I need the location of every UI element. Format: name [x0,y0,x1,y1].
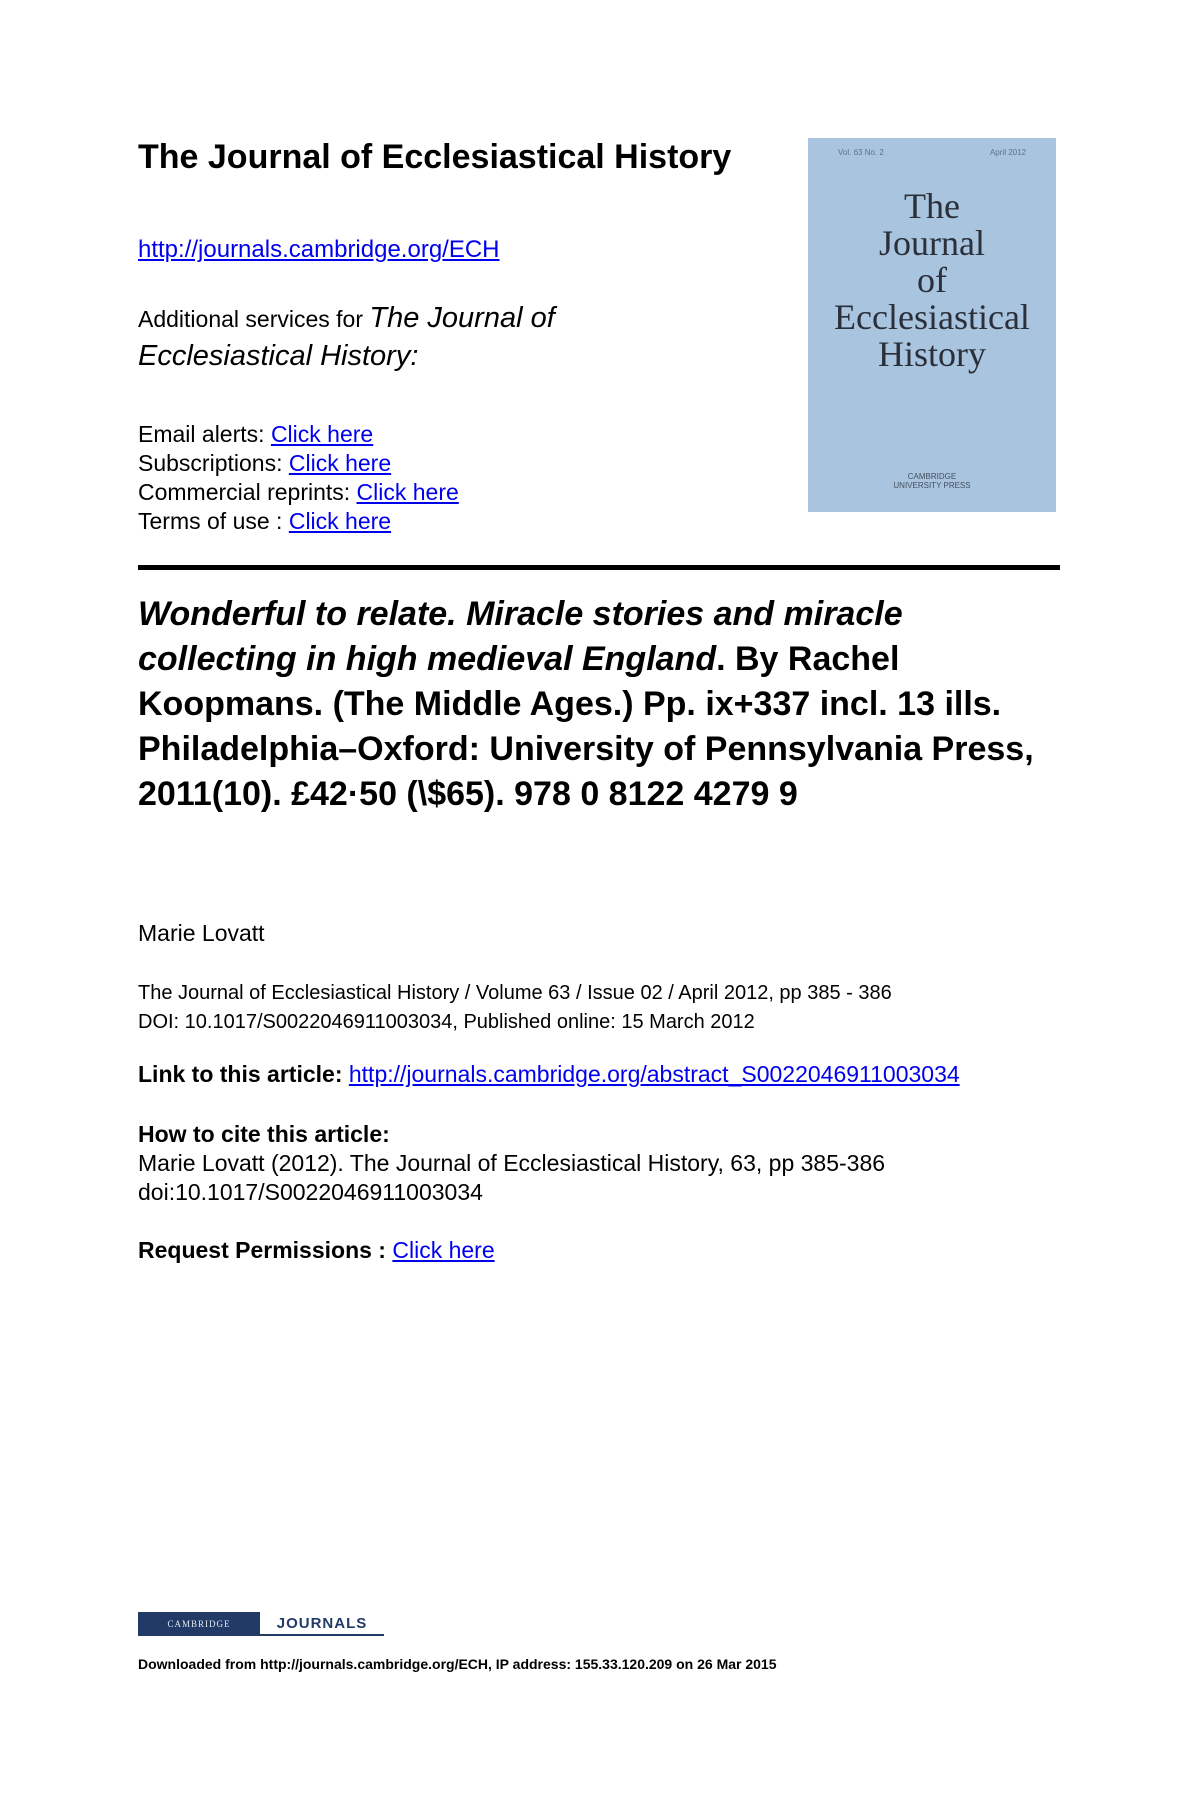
cover-date: April 2012 [989,148,1026,157]
cover-volume: Vol. 63 No. 2 [838,148,884,157]
additional-services-heading [138,300,698,376]
journal-cover-image [808,138,1056,512]
cover-publisher [808,472,1056,490]
cover-title-line: Journal [879,223,985,263]
cover-publisher-name: CAMBRIDGE [907,472,957,481]
cover-header [838,148,1026,157]
service-email-alerts [138,420,459,449]
service-list [138,420,459,536]
subscriptions-link[interactable]: Click here [288,450,392,476]
journal-url-link[interactable]: http://journals.cambridge.org/ECH [138,236,500,263]
citation-volume-line: The Journal of Ecclesiastical History / Volume 63 / Issue 02 / April 2012, pp 385 - 386 [138,982,892,1004]
citation-doi-line: DOI: 10.1017/S0022046911003034, Published online: 15 March 2012 [138,1011,755,1033]
logo-cambridge: CAMBRIDGE [138,1612,260,1636]
cover-title-line: of [917,260,947,300]
services-journal-name: The Journal of Ecclesiastical History: [138,302,555,372]
email-alerts-link[interactable]: Click here [270,421,374,447]
service-label: Subscriptions: [138,450,289,476]
how-to-cite-block [138,1120,885,1207]
article-link-label: Link to this article: [138,1061,349,1087]
cambridge-journals-logo [138,1612,384,1636]
article-link-row [138,1061,960,1088]
request-permissions-link[interactable]: Click here [392,1237,495,1263]
request-permissions-row [138,1237,495,1264]
header-divider [138,565,1060,570]
article-link-url[interactable]: http://journals.cambridge.org/abstract_S0022046911003034 [348,1061,960,1087]
logo-journals: JOURNALS [260,1612,384,1636]
service-label: Email alerts: [138,421,271,447]
terms-of-use-link[interactable]: Click here [288,508,392,534]
services-intro: Additional services for [138,306,370,332]
article-title-italic: Wonderful to relate. Miracle stories and miracle collecting in high medieval England [138,595,903,678]
article-author: Marie Lovatt [138,920,265,946]
cover-title-line: Ecclesiastical [834,297,1030,337]
service-terms-of-use [138,507,459,536]
how-to-cite-label: How to cite this article: [138,1121,390,1147]
cover-title [808,188,1056,373]
cover-publisher-sub: UNIVERSITY PRESS [893,481,971,490]
journal-title: The Journal of Ecclesiastical History [138,138,732,176]
request-permissions-label: Request Permissions : [138,1237,393,1263]
service-subscriptions [138,449,459,478]
service-label: Terms of use : [138,508,289,534]
commercial-reprints-link[interactable]: Click here [356,479,459,505]
cover-title-line: The [904,186,960,226]
how-to-cite-line: Marie Lovatt (2012). The Journal of Ecclesiastical History, 63, pp 385-386 [138,1150,886,1176]
download-footer: Downloaded from http://journals.cambridge.org/ECH, IP address: 155.33.120.209 on 26 Mar 2015 [138,1656,777,1672]
service-label: Commercial reprints: [138,479,357,505]
how-to-cite-doi: doi:10.1017/S0022046911003034 [138,1179,483,1205]
service-commercial-reprints [138,478,459,507]
article-title [138,592,1068,817]
cover-title-line: History [878,334,986,374]
article-title-rest: . By Rachel Koopmans. (The Middle Ages.) Pp. ix+337 incl. 13 ills. Philadelphia–Oxford: University of Pennsylvania Press, 2011(10). £42·50 (\$65). 978 0 8122 4279 9 [138,640,1034,813]
